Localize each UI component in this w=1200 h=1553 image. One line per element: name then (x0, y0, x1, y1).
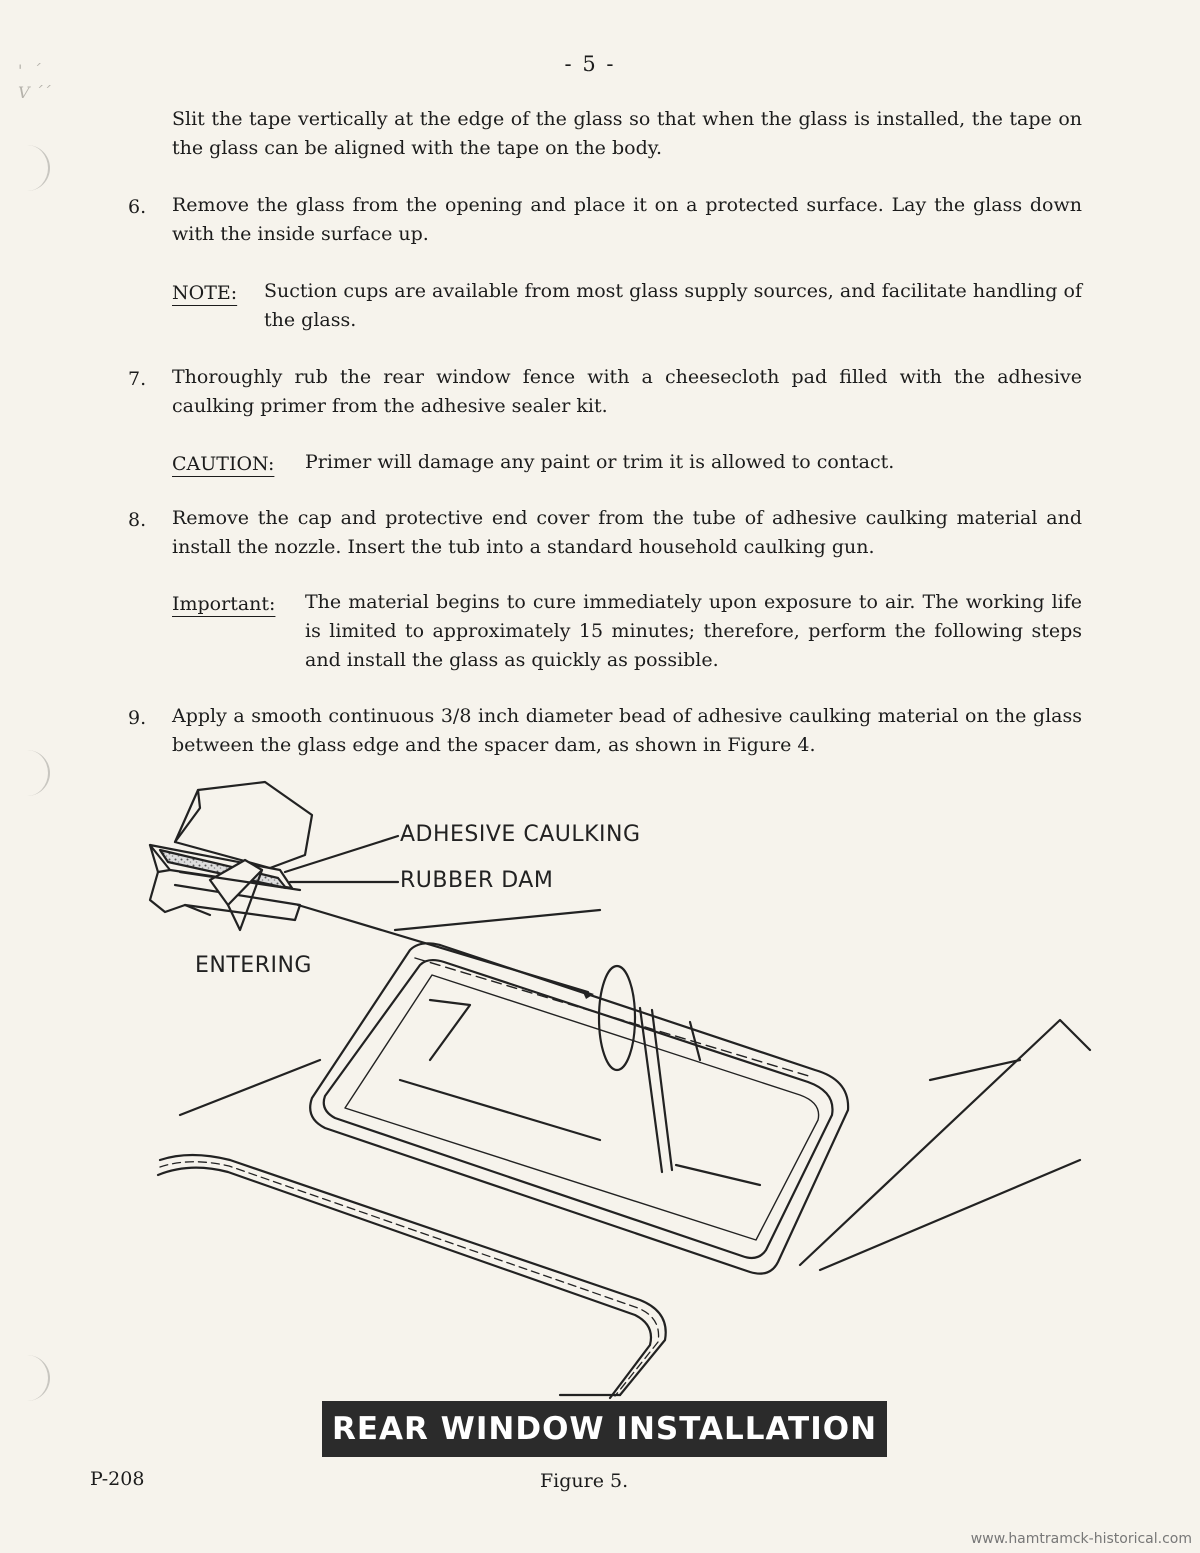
step-number-9: 9. (128, 707, 147, 729)
step-text-9: Apply a smooth continuous 3/8 inch diameter bead of adhesive caulking material on the glass between the glass edge and the spacer dam, as shown in Figure 4. (172, 705, 1082, 756)
caution-text: Primer will damage any paint or trim it is allowed to contact. (305, 451, 895, 473)
body-molding (158, 1155, 666, 1398)
watermark: www.hamtramck-historical.com (970, 1531, 1192, 1547)
step-number-8: 8. (128, 509, 147, 531)
footer-code: P-208 (90, 1468, 145, 1490)
note-text: Suction cups are available from most glass supply sources, and facilitate handling of the glass. (264, 280, 1082, 331)
callout-entering: ENTERING (195, 953, 312, 978)
page-number: - 5 - (564, 52, 616, 76)
callout-adhesive-caulking: ADHESIVE CAULKING (400, 822, 641, 847)
rear-window-frame (310, 943, 848, 1273)
important-text: The material begins to cure immediately upon exposure to air. The working life is limited to approximately 15 minutes; therefore, perform the following steps and install the glass as quickly as possible. (305, 591, 1082, 671)
step-text-8: Remove the cap and protective end cover from the tube of adhesive caulking material and install the nozzle. Insert the tub into a standard household caulking gun. (172, 507, 1082, 558)
figure-banner: REAR WINDOW INSTALLATION (322, 1401, 887, 1457)
step-text-7: Thoroughly rub the rear window fence with a cheesecloth pad filled with the adhesive caulking primer from the adhesive sealer kit. (172, 366, 1082, 417)
intro-paragraph: Slit the tape vertically at the edge of the glass so that when the glass is installed, the tape on the glass can be aligned with the tape on the body. (172, 108, 1082, 159)
caution-label: CAUTION: (172, 453, 275, 475)
step-number-6: 6. (128, 196, 147, 218)
caulking-cross-section (150, 782, 312, 930)
important-label: Important: (172, 593, 276, 615)
step-number-7: 7. (128, 368, 147, 390)
step-text-6: Remove the glass from the opening and place it on a protected surface. Lay the glass down with the inside surface up. (172, 194, 1082, 245)
margin-scribble: ' ´ V ´´ (18, 61, 51, 102)
note-label: NOTE: (172, 282, 238, 304)
figure-caption: Figure 5. (540, 1470, 629, 1492)
callout-rubber-dam: RUBBER DAM (400, 868, 554, 893)
